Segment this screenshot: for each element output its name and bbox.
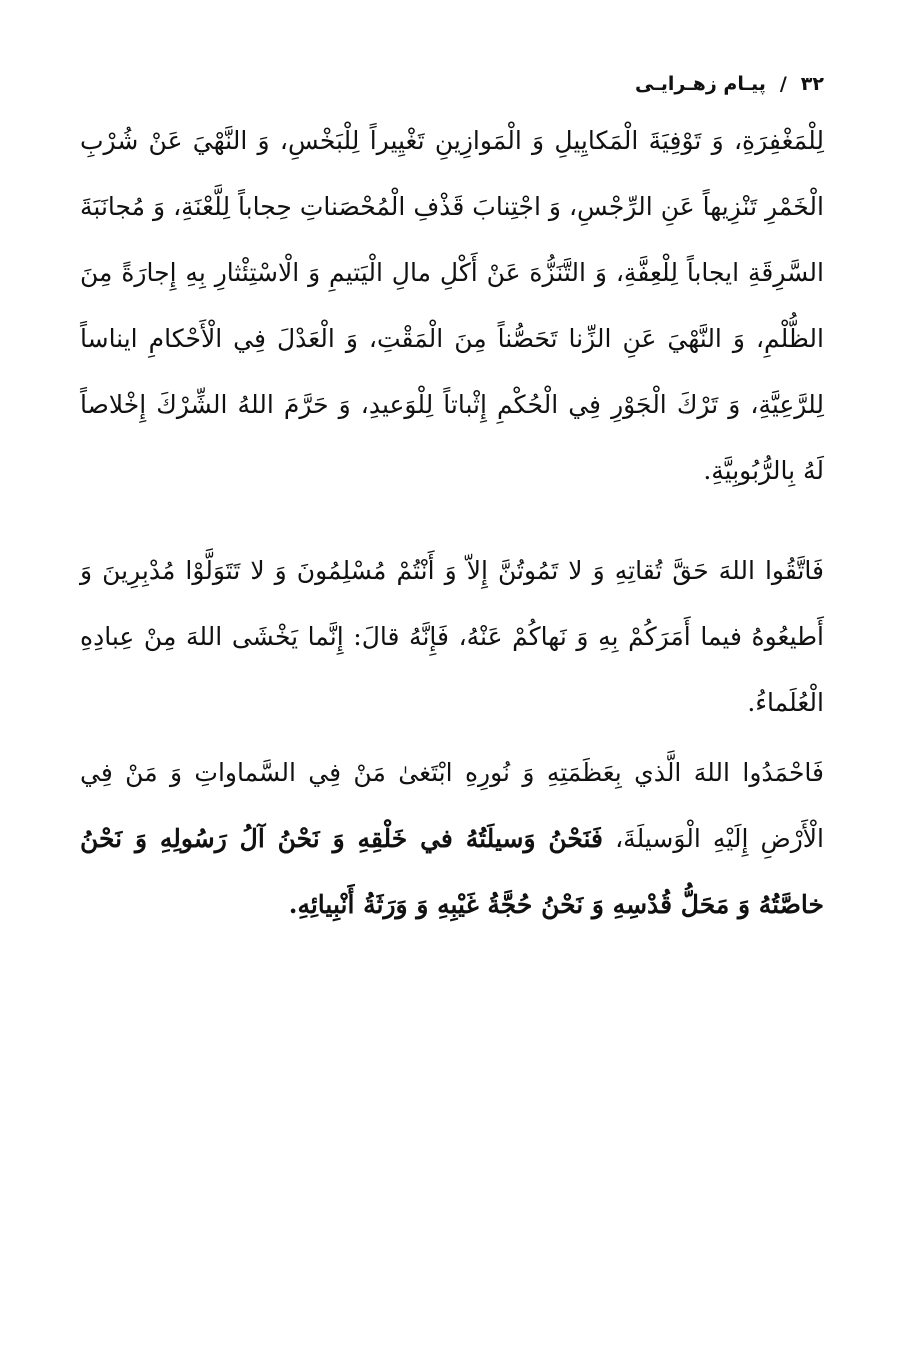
page-number: ۳۲ [800,73,824,95]
paragraph-3 [80,740,824,938]
paragraph-3-bold: فَنَحْنُ وَسيلَتُهُ في خَلْقِهِ وَ نَحْنُ آلُ رَسُولِهِ وَ نَحْنُ خاصَّتُهُ وَ مَحَلُّ قُدْسِهِ وَ نَحْنُ حُجَّةُ غَيْبِهِ وَ وَرَثَةُ أَنْبِيائِهِ. [80,824,824,919]
paragraph-2: فَاتَّقُوا اللهَ حَقَّ تُقاتِهِ وَ لا تَمُوتُنَّ إِلاّ وَ أَنْتُمْ مُسْلِمُونَ وَ لا تَتَوَلَّوْا مُدْبِرِينَ وَ أَطيعُوهُ فيما أَمَرَكُمْ بِهِ وَ نَهاكُمْ عَنْهُ، فَإِنَّهُ قالَ: إِنَّما يَخْشَى اللهَ مِنْ عِبادِهِ الْعُلَماءُ. [80,556,824,717]
header-separator: / [779,73,787,95]
book-page [80,64,824,938]
page-header [80,64,824,104]
book-title: پیـام زهـرایـی [634,73,766,95]
paragraph-3-regular: فَاحْمَدُوا اللهَ الَّذي بِعَظَمَتِهِ وَ نُورِهِ ابْتَغىٰ مَنْ فِي السَّماواتِ وَ مَنْ فِي الْأَرْضِ إِلَيْهِ الْوَسيلَةَ، [80,758,824,853]
paragraph-1: لِلْمَغْفِرَةِ، وَ تَوْفِيَةَ الْمَكايِيلِ وَ الْمَوازِينِ تَغْيِيراً لِلْبَخْسِ، وَ النَّهْيَ عَنْ شُرْبِ الْخَمْرِ تَنْزِيهاً عَنِ الرِّجْسِ، وَ اجْتِنابَ قَذْفِ الْمُحْصَناتِ حِجاباً لِلَّعْنَةِ، وَ مُجانَبَةَ السَّرِقَةِ ايجاباً لِلْعِفَّةِ، وَ التَّنَزُّهَ عَنْ أَكْلِ مالِ الْيَتيمِ وَ الْاسْتِئْثارِ بِهِ إِجارَةً مِنَ الظُّلْمِ، وَ النَّهْيَ عَنِ الزِّنا تَحَصُّناً مِنَ الْمَقْتِ، وَ الْعَدْلَ فِي الْأَحْكامِ ايناساً لِلرَّعِيَّةِ، وَ تَرْكَ الْجَوْرِ فِي الْحُكْمِ إِثْباتاً لِلْوَعيدِ، وَ حَرَّمَ اللهُ الشِّرْكَ إِخْلاصاً لَهُ بِالرُّبُوبِيَّةِ. [80,126,824,485]
